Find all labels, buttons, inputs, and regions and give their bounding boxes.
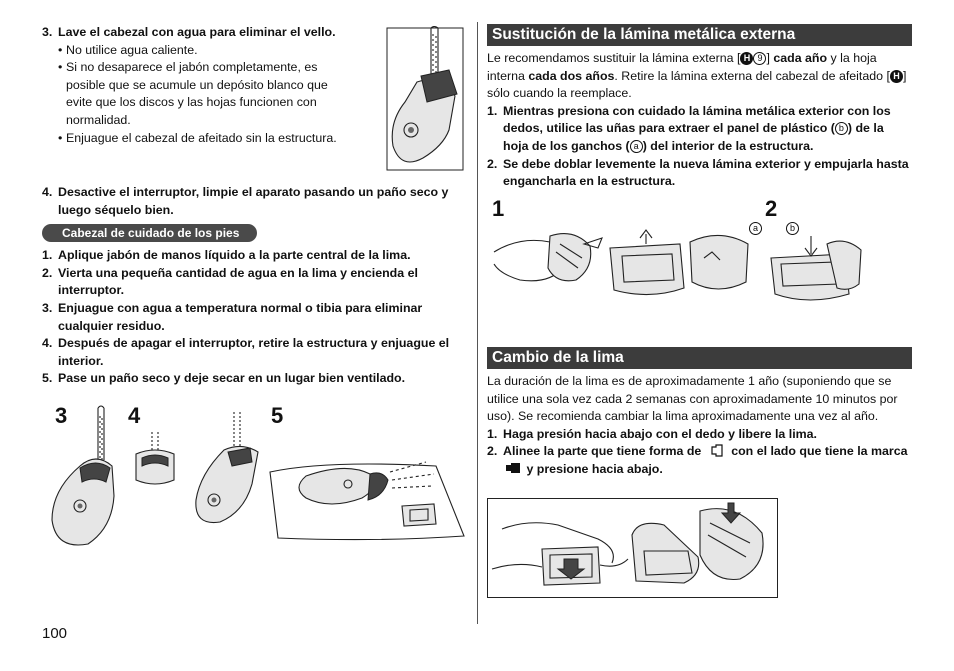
foot-step-4-illustration <box>130 430 180 490</box>
rinse-head-illustration <box>383 26 465 172</box>
callout-b-icon: b <box>835 122 848 135</box>
foot-step-5-illustration <box>266 456 466 542</box>
callout-a-icon: a <box>749 222 762 235</box>
figure-label-3: 3 <box>55 403 68 428</box>
step-3-title: Lave el cabezal con agua para eliminar el vello. <box>58 25 336 39</box>
foil-attach-illustration <box>765 232 865 304</box>
callout-a-icon: a <box>630 140 643 153</box>
foot-step-4b-illustration <box>190 408 266 528</box>
foil-step-2: 2. Se debe doblar levemente la nueva lámina exterior y empujarla hasta engancharla en la estructura. <box>487 156 909 189</box>
file-change-heading: Cambio de la lima <box>487 347 912 369</box>
figure-label-5: 5 <box>271 403 284 428</box>
foot-step: 3. Enjuague con agua a temperatura normal o tibia para eliminar cualquier residuo. <box>42 300 423 333</box>
foot-step: 4. Después de apagar el interruptor, retire la estructura y enjuague el interior. <box>42 336 450 368</box>
file-step-2: 2. Alinee la parte que tiene forma de con el lado que tiene la marca y presione hacia abajo. <box>487 444 908 476</box>
foot-care-section-label: Cabezal de cuidado de los pies <box>42 224 257 242</box>
step-number: 3. <box>42 25 53 39</box>
file-step-1: 1. Haga presión hacia abajo con el dedo y libere la lima. <box>487 426 818 441</box>
h-badge-icon: H <box>890 70 903 83</box>
bullet-item: • Si no desaparece el jabón completamente, es posible que se acumule un depósito blanco que evite que los discos y las hojas funcionen con normalidad. <box>58 60 328 127</box>
mark-icon <box>505 462 521 474</box>
step-4-title: Desactive el interruptor, limpie el aparato pasando un paño seco y luego séquelo bien. <box>58 185 449 217</box>
foot-step-3-illustration <box>48 404 128 548</box>
foil-step-1: 1. Mientras presiona con cuidado la lámina metálica exterior con los dedos, utilice las uñas para extraer el panel de plástico ( b ) de la hoja de los ganchos ( a ) del interior de la estructura. <box>487 103 891 153</box>
file-change-illustration <box>488 499 777 597</box>
figure-label-4: 4 <box>128 403 141 428</box>
bullet-item: • No utilice agua caliente. <box>58 42 198 57</box>
column-divider <box>477 22 478 624</box>
figure-label-2: 2 <box>765 196 778 221</box>
h-badge-icon: H <box>740 52 753 65</box>
file-change-section <box>487 347 912 479</box>
callout-b-icon: b <box>786 222 799 235</box>
bracket-shape-icon <box>710 444 724 457</box>
foot-step: 5. Pase un paño seco y deje secar en un lugar bien ventilado. <box>42 371 406 386</box>
foil-removal-illustration <box>490 224 766 302</box>
foil-intro: Le recomendamos sustituir la lámina externa [ H 9 ] cada año y la hoja interna cada dos años. Retire la lámina externa del cabezal de afeitado [ H ] sólo cuando la reemplace. <box>487 51 907 101</box>
foil-replacement-heading: Sustitución de la lámina metálica externa <box>487 24 912 46</box>
right-column <box>487 24 912 191</box>
foot-step: 1. Aplique jabón de manos líquido a la parte central de la lima. <box>42 248 411 263</box>
file-intro: La duración de la lima es de aproximadamente 1 año (suponiendo que se utilice una sola vez cada 2 semanas con aproximadamente 10 minutos por uso). Se recomienda cambiar la lima aproximadamente una vez al año. <box>487 374 898 424</box>
step-4: 4. Desactive el interruptor, limpie el aparato pasando un paño seco y luego séquelo bien. <box>42 185 449 217</box>
left-lower <box>42 184 472 388</box>
foot-step: 2. Vierta una pequeña cantidad de agua en la lima y encienda el interruptor. <box>42 265 418 298</box>
file-change-illustration-frame <box>487 498 778 598</box>
page-number: 100 <box>42 625 68 642</box>
figure-label-1: 1 <box>492 196 505 221</box>
circled-9-icon: 9 <box>753 52 766 65</box>
bullet-item: • Enjuague el cabezal de afeitado sin la estructura. <box>58 130 337 145</box>
